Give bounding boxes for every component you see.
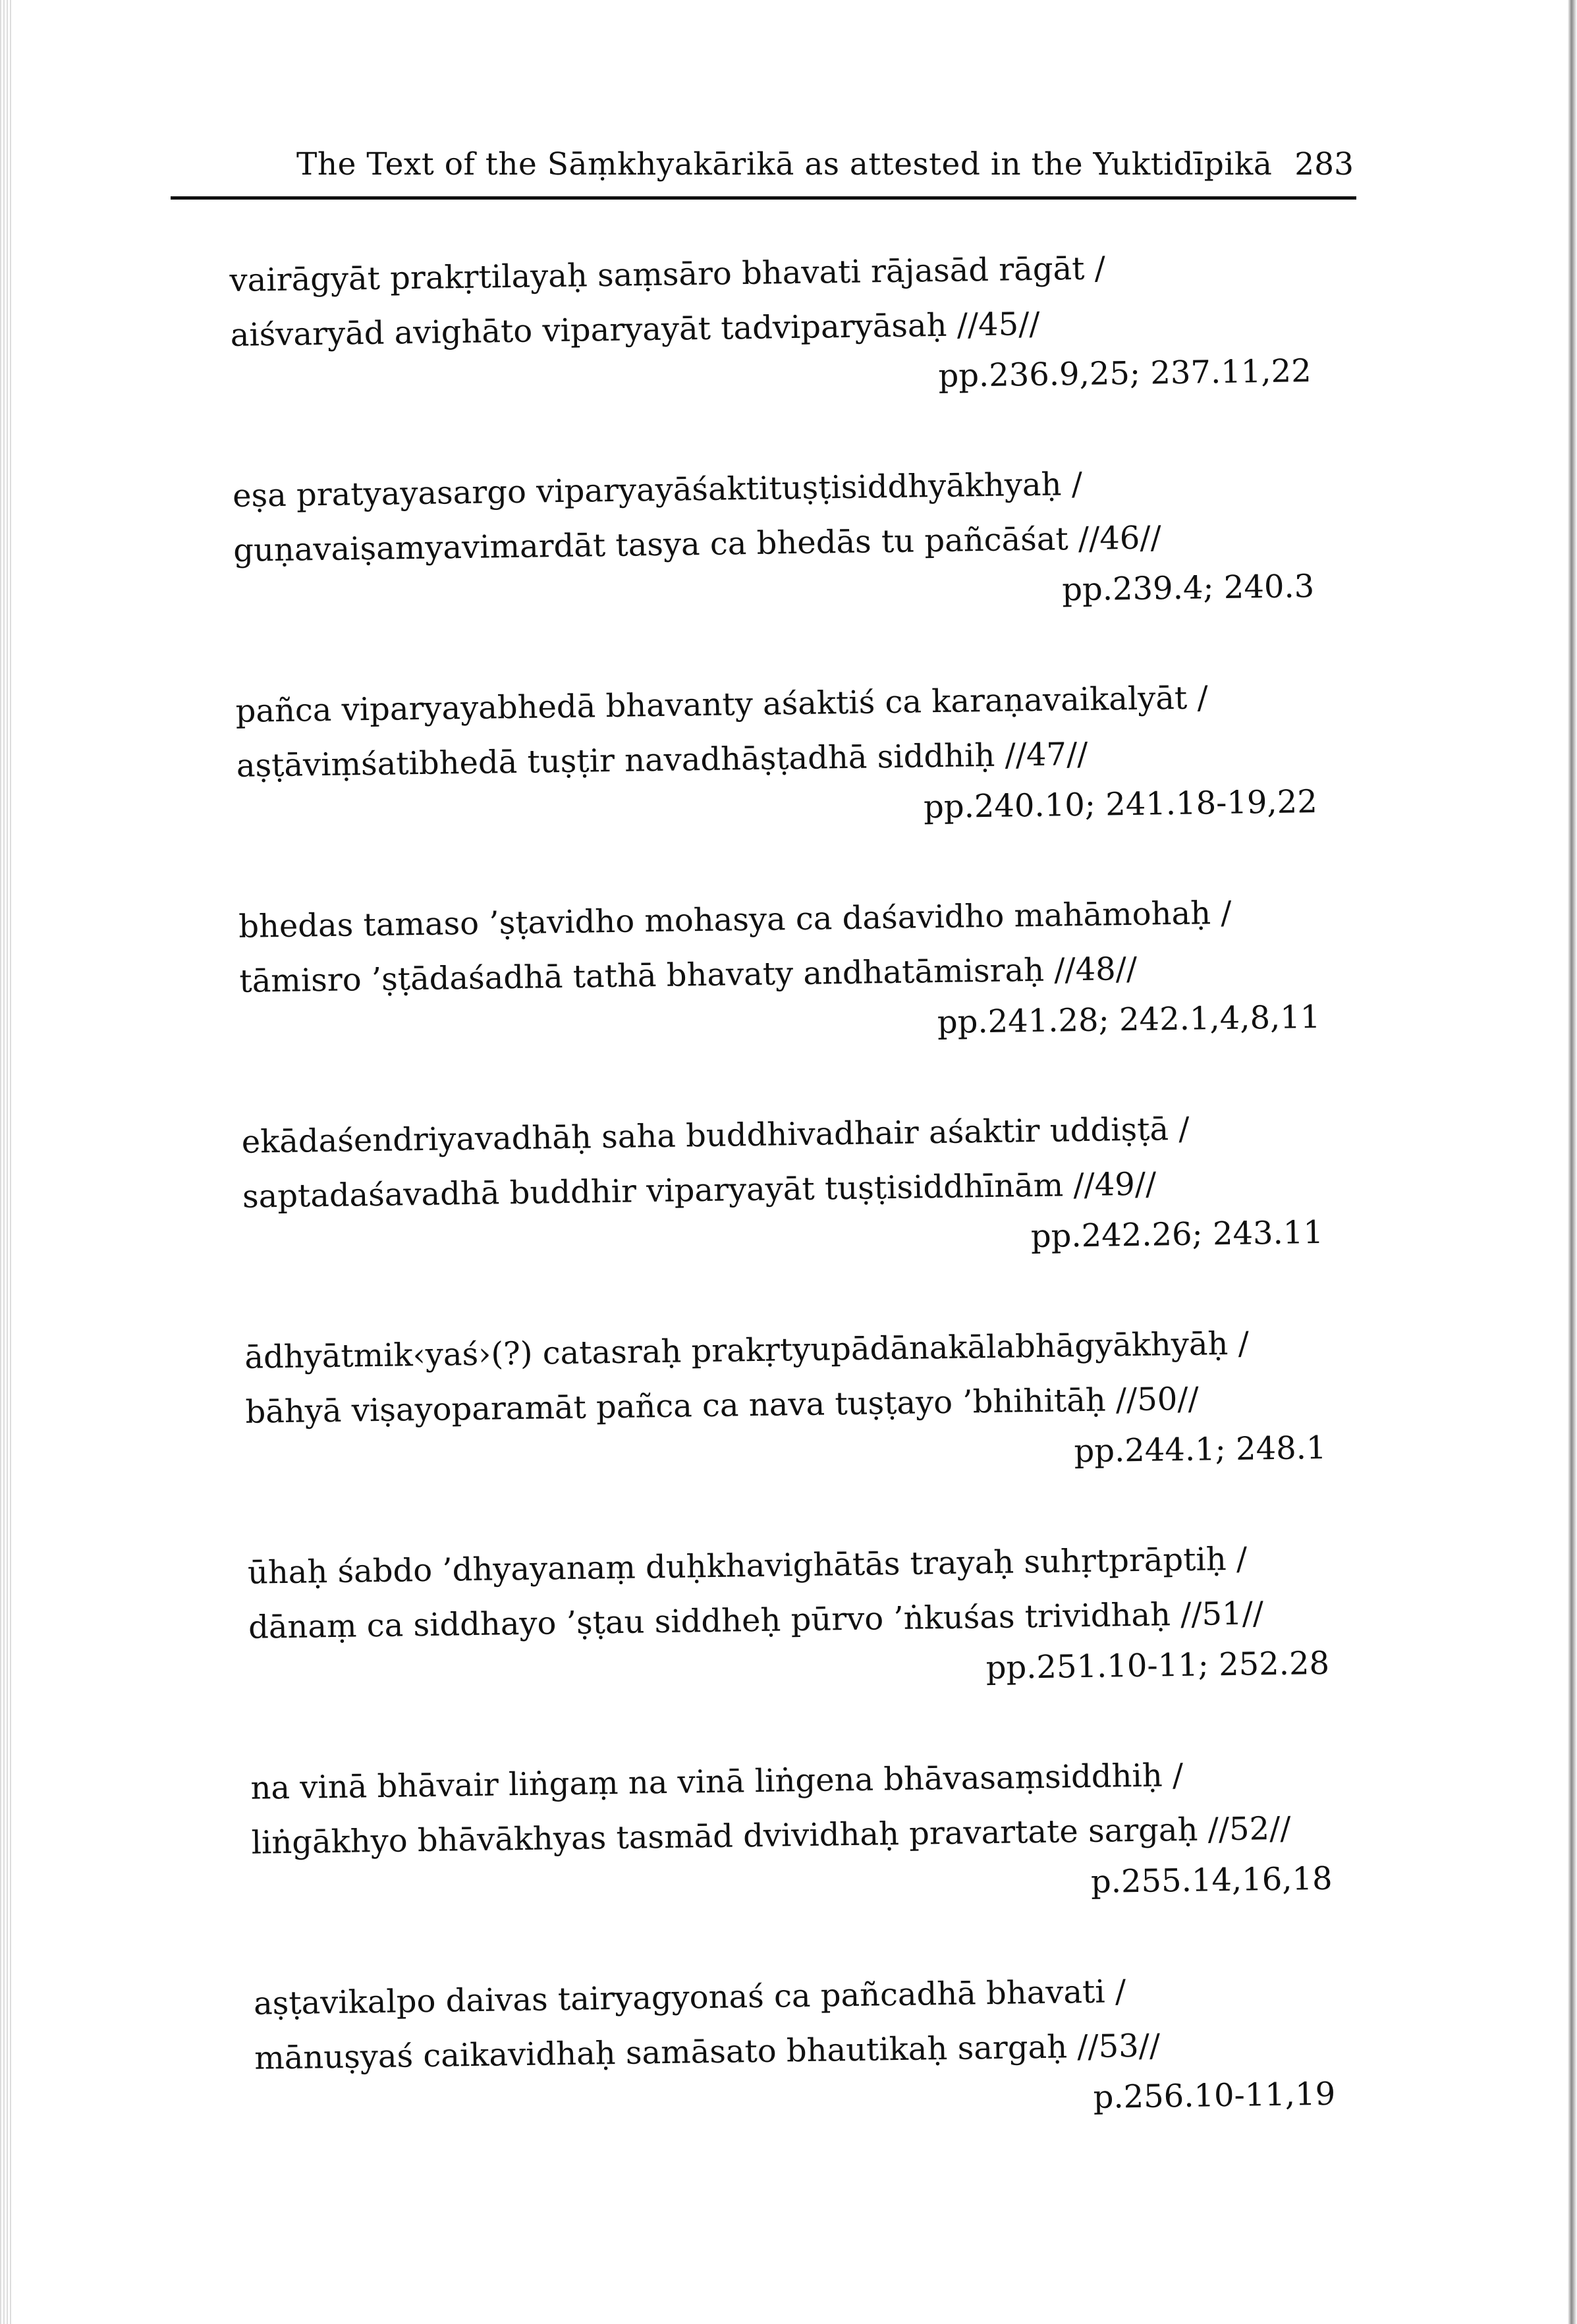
verse-line-1: pañca viparyayabhedā bhavanty aśaktiś ca karaṇavaikalyāt / bbox=[235, 679, 1209, 730]
verse-block bbox=[235, 669, 1318, 900]
verse-reference: pp.244.1; 248.1 bbox=[1074, 1429, 1327, 1470]
verse-line-1: vairāgyāt prakṛtilayaḥ saṃsāro bhavati rājasād rāgāt / bbox=[229, 250, 1106, 299]
running-header bbox=[296, 146, 1354, 186]
verse-reference: pp.240.10; 241.18-19,22 bbox=[923, 783, 1318, 826]
verse-line-1: aṣṭavikalpo daivas tairyagyonaś ca pañcadhā bhavati / bbox=[253, 1973, 1126, 2022]
verse-line-2: dānaṃ ca siddhayo ’ṣṭau siddheḥ pūrvo ’ṅkuśas trividhaḥ //51// bbox=[248, 1595, 1264, 1646]
verse-reference: p.255.14,16,18 bbox=[1090, 1860, 1333, 1900]
verse-line-1: ādhyātmik‹yaś›(?) catasraḥ prakṛtyupādānakālabhāgyākhyāḥ / bbox=[244, 1325, 1250, 1376]
verse-block bbox=[241, 1100, 1324, 1331]
header-rule bbox=[171, 196, 1356, 200]
verse-line-1: bhedas tamaso ’ṣṭavidho mohasya ca daśavidho mahāmohaḥ / bbox=[238, 894, 1232, 945]
verse-line-2: liṅgākhyo bhāvākhyas tasmād dvividhaḥ pravartate sargaḥ //52// bbox=[251, 1810, 1291, 1862]
verse-block bbox=[229, 238, 1312, 469]
verse-line-2: bāhyā viṣayoparamāt pañca ca nava tuṣṭayo ’bhihitāḥ //50// bbox=[245, 1380, 1200, 1431]
verse-block bbox=[254, 1962, 1337, 2192]
verse-reference: pp.241.28; 242.1,4,8,11 bbox=[937, 998, 1321, 1041]
verse-reference: pp.242.26; 243.11 bbox=[1030, 1213, 1324, 1256]
verse-block bbox=[244, 1315, 1327, 1546]
verse-line-2: aṣṭāviṃśatibhedā tuṣṭir navadhāṣṭadhā siddhiḥ //47// bbox=[236, 735, 1088, 785]
verse-block bbox=[233, 454, 1315, 684]
verse-line-1: ūhaḥ śabdo ’dhyayanaṃ duḥkhavighātās trayaḥ suhṛtprāptiḥ / bbox=[247, 1540, 1248, 1591]
scan-right-edge bbox=[1568, 0, 1577, 2324]
verse-line-2: aiśvaryād avighāto viparyayāt tadviparyāsaḥ //45// bbox=[230, 305, 1040, 354]
verse-line-2: tāmisro ’ṣṭādaśadhā tathā bhavaty andhatāmisraḥ //48// bbox=[239, 950, 1138, 1000]
verse-line-1: ekādaśendriyavadhāḥ saha buddhivadhair aśaktir uddiṣṭā / bbox=[241, 1110, 1190, 1161]
verse-block bbox=[247, 1531, 1330, 1761]
verse-line-2: guṇavaiṣamyavimardāt tasya ca bhedās tu pañcāśat //46// bbox=[233, 519, 1162, 569]
verse-line-2: mānuṣyaś caikavidhaḥ samāsato bhautikaḥ sargaḥ //53// bbox=[254, 2027, 1161, 2077]
scan-left-edge bbox=[0, 0, 12, 2324]
page-number: 283 bbox=[1294, 146, 1354, 182]
verse-block bbox=[238, 885, 1321, 1115]
header-title: The Text of the Sāṃkhyakārikā as attested in the Yuktidīpikā bbox=[296, 146, 1273, 182]
verse-line-2: saptadaśavadhā buddhir viparyayāt tuṣṭisiddhīnām //49// bbox=[242, 1165, 1157, 1215]
verse-reference: pp.236.9,25; 237.11,22 bbox=[938, 352, 1312, 395]
verse-list bbox=[229, 238, 1337, 2192]
verse-reference: pp.251.10-11; 252.28 bbox=[985, 1644, 1330, 1687]
verse-reference: pp.239.4; 240.3 bbox=[1061, 568, 1315, 609]
verse-line-1: na vinā bhāvair liṅgaṃ na vinā liṅgena bhāvasaṃsiddhiḥ / bbox=[250, 1757, 1184, 1807]
verse-reference: p.256.10-11,19 bbox=[1093, 2075, 1336, 2116]
verse-line-1: eṣa pratyayasargo viparyayāśaktituṣṭisiddhyākhyaḥ / bbox=[232, 465, 1083, 514]
verse-block bbox=[250, 1746, 1333, 1977]
